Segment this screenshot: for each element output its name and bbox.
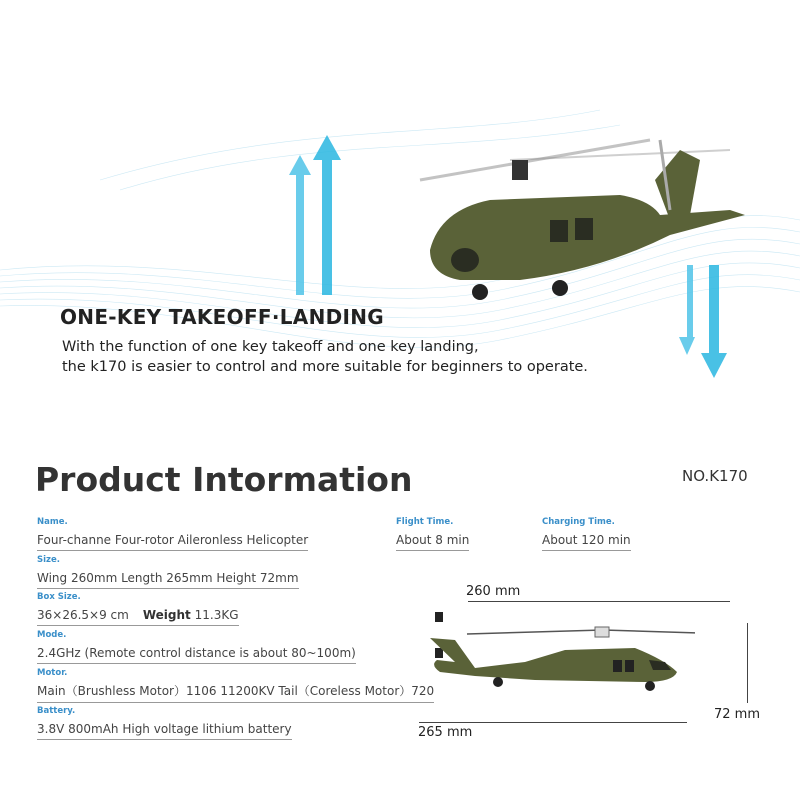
spec-value: About 120 min [542,533,631,551]
spec-value: 2.4GHz (Remote control distance is about 80~100m) [37,646,356,664]
length-dimension: 265 mm [418,725,473,740]
helicopter-side-image [415,610,695,695]
spec-label: Charging Time. [542,517,615,527]
spec-label: Size. [37,555,60,565]
spec-label: Mode. [37,630,67,640]
spec-charging-time [542,517,631,551]
product-info-title: Product Intormation [35,460,413,499]
spec-mode [37,630,356,664]
hero-description-line-2: the k170 is easier to control and more suitable for beginners to operate. [62,359,588,375]
spec-label: Flight Time. [396,517,454,527]
spec-size [37,555,299,589]
model-number: NO.K170 [682,467,748,485]
height-dimension-line [747,623,748,703]
hero-title: ONE-KEY TAKEOFF·LANDING [60,305,385,329]
spec-value: 36×26.5×9 cm [37,608,129,622]
spec-flight-time [396,517,469,551]
spec-label: Name. [37,517,68,527]
spec-name [37,517,308,551]
spec-box-size [37,592,239,626]
hero-description-line-1: With the function of one key takeoff and one key landing, [62,339,479,355]
spec-value: Main（Brushless Motor）1106 11200KV Tail（Coreless Motor）720 [37,682,434,703]
spec-value: Wing 260mm Length 265mm Height 72mm [37,571,299,589]
spec-label: Box Size. [37,592,81,602]
spec-battery [37,706,292,740]
spec-value: About 8 min [396,533,469,551]
spec-value: Four-channe Four-rotor Aileronless Helicopter [37,533,308,551]
weight-label: Weight [142,608,191,622]
length-dimension-line [419,722,687,723]
wing-dimension-line [468,601,730,602]
spec-label: Battery. [37,706,76,716]
wing-dimension: 260 mm [466,584,521,599]
spec-motor [37,668,434,703]
down-arrows-icon [675,265,735,380]
up-arrows-icon [285,135,345,295]
spec-value: 3.8V 800mAh High voltage lithium battery [37,722,292,740]
height-dimension: 72 mm [714,707,761,722]
weight-value: 11.3KG [194,608,239,622]
spec-label: Motor. [37,668,68,678]
